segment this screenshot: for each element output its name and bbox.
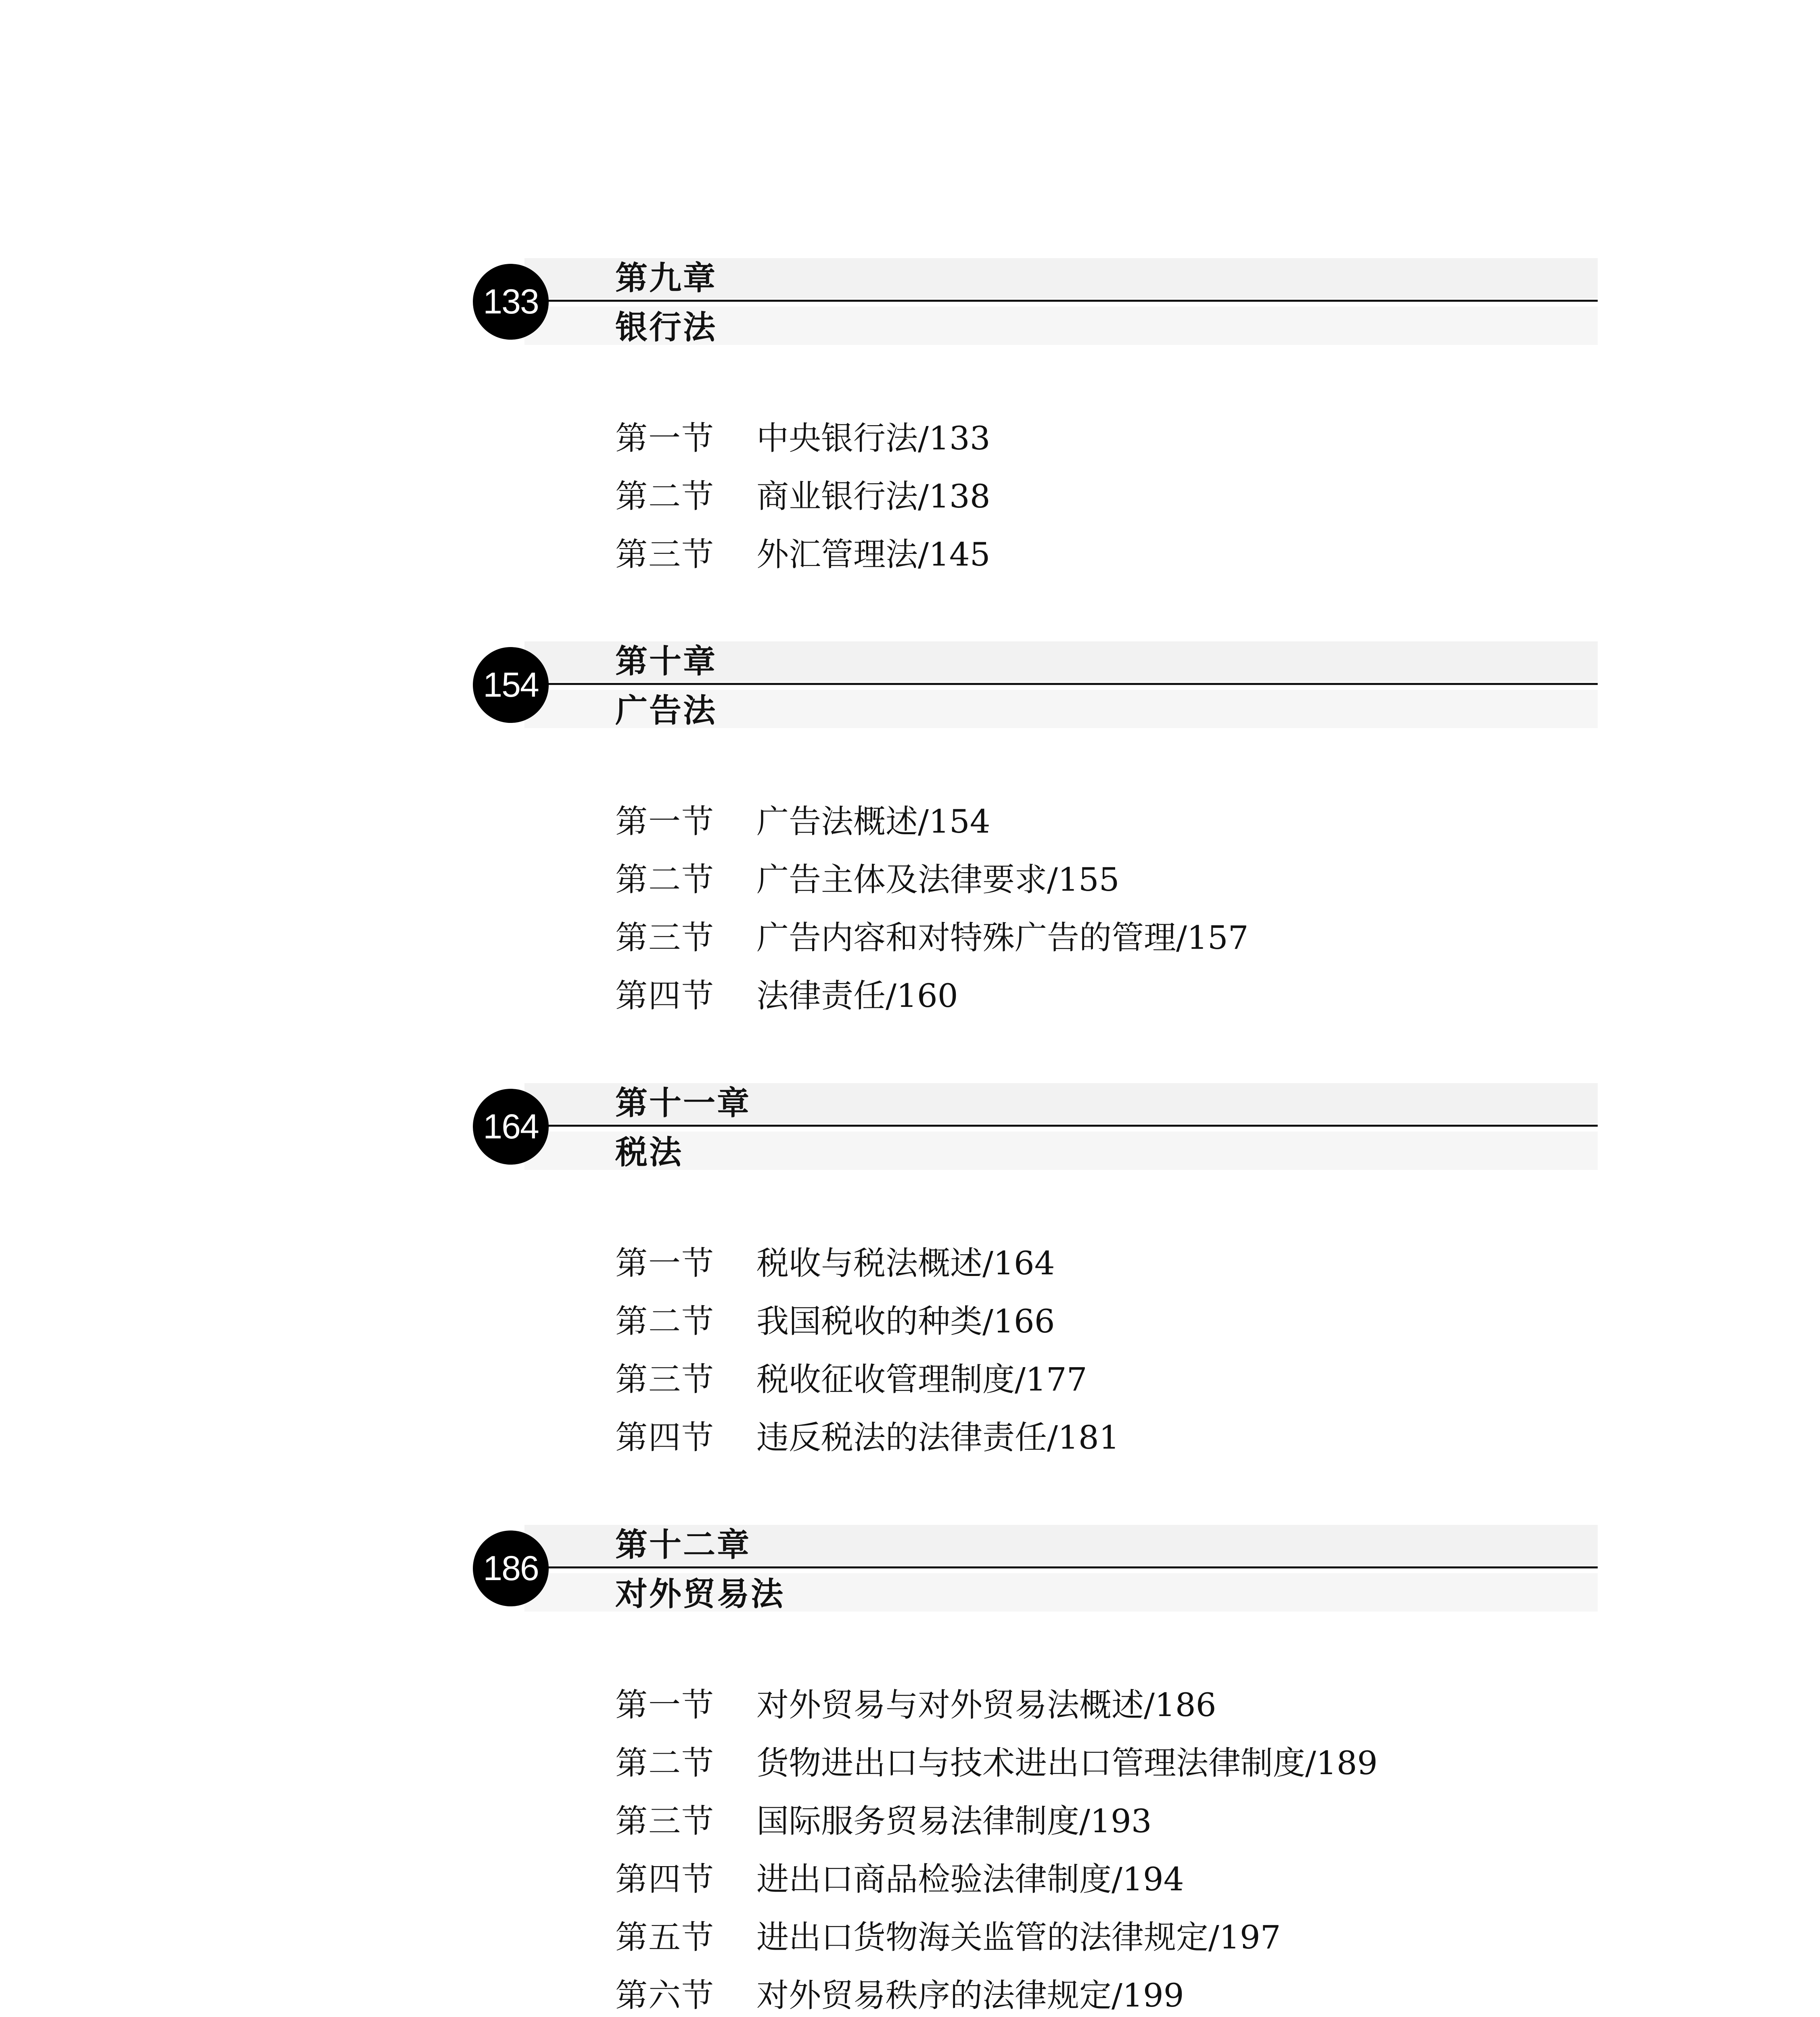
- chapter-rule: [524, 1566, 1598, 1568]
- section-entry[interactable]: [615, 1351, 1120, 1409]
- section-entry[interactable]: [615, 468, 990, 526]
- chapter-rule: [524, 683, 1598, 685]
- section-number: 第六节: [615, 1977, 715, 2014]
- section-title: 国际服务贸易法律制度/193: [756, 1802, 1152, 1840]
- section-entry[interactable]: [615, 1967, 1378, 2017]
- section-title: 进出口货物海关监管的法律规定/197: [756, 1919, 1281, 1956]
- section-entry[interactable]: [615, 1792, 1378, 1850]
- section-number: 第三节: [615, 1361, 715, 1398]
- section-number: 第一节: [615, 420, 715, 457]
- section-title: 对外贸易秩序的法律规定/199: [756, 1977, 1184, 2014]
- section-number: 第一节: [615, 1244, 715, 1282]
- section-number: 第三节: [615, 536, 715, 573]
- chapter-number: 第九章: [615, 259, 717, 297]
- section-title: 广告法概述/154: [756, 803, 990, 840]
- section-entry[interactable]: [615, 409, 990, 468]
- chapter-page-badge: 133: [473, 264, 549, 340]
- section-entry[interactable]: [615, 1734, 1378, 1792]
- section-number: 第二节: [615, 1744, 715, 1782]
- section-title: 税收与税法概述/164: [756, 1244, 1055, 1282]
- chapter-rule: [524, 1125, 1598, 1127]
- section-number: 第三节: [615, 919, 715, 956]
- chapter-rule: [524, 300, 1598, 302]
- section-entry[interactable]: [615, 1850, 1378, 1908]
- section-title: 外汇管理法/145: [756, 536, 990, 573]
- section-entry[interactable]: [615, 1292, 1120, 1351]
- section-entry[interactable]: [615, 526, 990, 584]
- section-number: 第二节: [615, 861, 715, 898]
- chapter-page-badge: 154: [473, 647, 549, 723]
- section-list: [615, 409, 990, 584]
- chapter-number: 第十二章: [615, 1526, 751, 1564]
- chapter-page-badge: 186: [473, 1530, 549, 1606]
- section-number: 第二节: [615, 478, 715, 515]
- chapter-title: 银行法: [615, 309, 717, 346]
- chapter-page-badge: 164: [473, 1089, 549, 1165]
- section-title: 商业银行法/138: [756, 478, 990, 515]
- section-number: 第三节: [615, 1802, 715, 1840]
- section-entry[interactable]: [615, 1908, 1378, 1967]
- section-title: 广告内容和对特殊广告的管理/157: [756, 919, 1249, 956]
- section-entry[interactable]: [615, 793, 1249, 851]
- section-number: 第五节: [615, 1919, 715, 1956]
- section-entry[interactable]: [615, 909, 1249, 967]
- section-entry[interactable]: [615, 967, 1249, 1025]
- section-list: [615, 1676, 1378, 2017]
- section-title: 违反税法的法律责任/181: [756, 1419, 1120, 1456]
- section-entry[interactable]: [615, 1409, 1120, 1467]
- section-number: 第四节: [615, 1860, 715, 1898]
- section-title: 法律责任/160: [756, 977, 958, 1015]
- section-title: 税收征收管理制度/177: [756, 1361, 1087, 1398]
- section-number: 第一节: [615, 803, 715, 840]
- section-entry[interactable]: [615, 1676, 1378, 1734]
- section-title: 货物进出口与技术进出口管理法律制度/189: [756, 1744, 1378, 1782]
- section-title: 广告主体及法律要求/155: [756, 861, 1120, 898]
- section-number: 第四节: [615, 977, 715, 1015]
- chapter-title: 对外贸易法: [615, 1575, 785, 1613]
- section-number: 第一节: [615, 1686, 715, 1724]
- section-title: 我国税收的种类/166: [756, 1303, 1055, 1340]
- section-list: [615, 793, 1249, 1025]
- section-number: 第二节: [615, 1303, 715, 1340]
- chapter-number: 第十一章: [615, 1084, 751, 1122]
- section-number: 第四节: [615, 1419, 715, 1456]
- chapter-title-band: [524, 1132, 1598, 1170]
- section-title: 进出口商品检验法律制度/194: [756, 1860, 1184, 1898]
- section-title: 中央银行法/133: [756, 420, 990, 457]
- chapter-title: 税法: [615, 1134, 683, 1171]
- section-entry[interactable]: [615, 851, 1249, 909]
- chapter-number: 第十章: [615, 643, 717, 680]
- section-title: 对外贸易与对外贸易法概述/186: [756, 1686, 1216, 1724]
- section-list: [615, 1234, 1120, 1467]
- chapter-title: 广告法: [615, 692, 717, 729]
- section-entry[interactable]: [615, 1234, 1120, 1292]
